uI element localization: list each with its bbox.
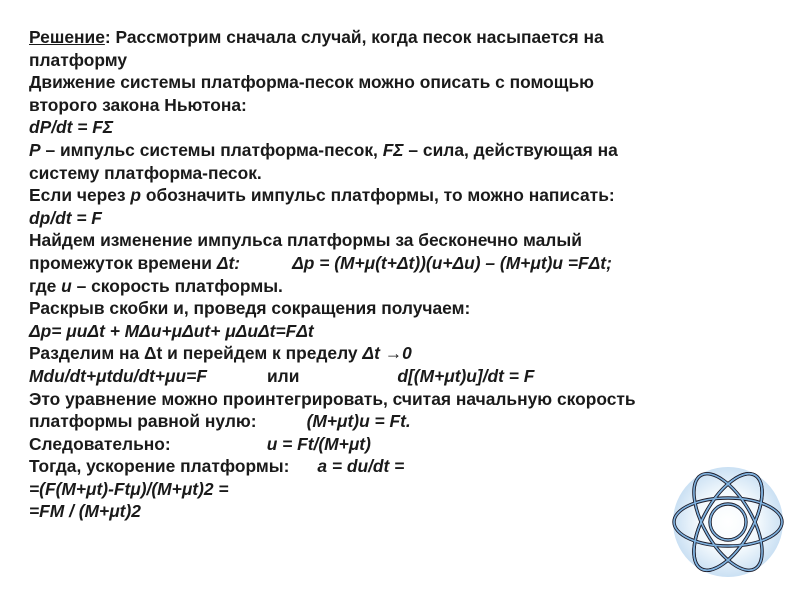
formula-newton-platform: dp/dt = F xyxy=(29,207,102,228)
line-16 xyxy=(29,365,729,388)
line-5 xyxy=(29,116,729,139)
line-12 xyxy=(29,275,729,298)
formula-acceleration: a = du/dt = xyxy=(317,456,405,477)
flower-of-life-logo xyxy=(668,458,788,586)
line-21 xyxy=(29,478,729,501)
line-11 xyxy=(29,252,729,275)
formula-velocity: u = Ft/(M+μt) xyxy=(266,433,371,454)
formula-differential-compact: d[(M+μt)u]/dt = F xyxy=(397,365,535,386)
symbol-u: u xyxy=(61,275,72,296)
line-7 xyxy=(29,162,729,185)
formula-newton-system: dP/dt = FΣ xyxy=(29,117,114,138)
formula-differential: Mdu/dt+μtdu/dt+μu=F xyxy=(29,365,207,386)
line-8-text-2: обозначить импульс платформы, то можно написать: xyxy=(141,185,615,206)
line-19-text: Следовательно: xyxy=(29,433,171,454)
line-13-text: Раскрыв скобки и, проведя сокращения получаем: xyxy=(29,298,471,319)
line-13 xyxy=(29,297,729,320)
line-2-text: платформу xyxy=(29,49,128,70)
line-6 xyxy=(29,139,729,162)
line-12-text-1: где xyxy=(29,275,62,296)
line-22 xyxy=(29,500,729,523)
line-8 xyxy=(29,184,729,207)
solution-heading: Решение xyxy=(29,27,105,47)
line-18-text: платформы равной нулю: xyxy=(29,411,257,432)
line-1 xyxy=(29,26,729,49)
line-1-text: : Рассмотрим сначала случай, когда песок насыпается на xyxy=(104,27,604,47)
formula-momentum-change: Δp = (M+μ(t+Δt))(u+Δu) – (M+μt)u =FΔt; xyxy=(292,252,612,273)
line-18 xyxy=(29,410,729,433)
formula-acceleration-result: =FM / (M+μt)2 xyxy=(29,501,141,522)
line-2 xyxy=(29,49,729,72)
formula-limit: Δt →0 xyxy=(362,343,412,364)
formula-integrated: (M+μt)u = Ft. xyxy=(306,411,411,432)
line-3-text: Движение системы платформа-песок можно описать с помощью xyxy=(29,72,595,93)
line-4 xyxy=(29,94,729,117)
line-15-text: Разделим на Δt и перейдем к пределу xyxy=(29,343,363,364)
line-10-text: Найдем изменение импульса платформы за бесконечно малый xyxy=(29,230,582,251)
solution-text xyxy=(29,26,729,523)
line-17 xyxy=(29,388,729,411)
line-9 xyxy=(29,207,729,230)
line-14 xyxy=(29,320,729,343)
line-6-text-2: – сила, действующая на xyxy=(403,139,618,160)
line-19 xyxy=(29,433,729,456)
symbol-P: P xyxy=(29,139,41,160)
line-8-text-1: Если через xyxy=(29,185,131,206)
formula-acceleration-step: =(F(M+μt)-Ftμ)/(M+μt)2 = xyxy=(29,478,229,499)
symbol-p: p xyxy=(130,185,142,206)
line-4-text: второго закона Ньютона: xyxy=(29,94,247,115)
line-15 xyxy=(29,342,729,365)
line-20-text: Тогда, ускорение платформы: xyxy=(29,456,290,477)
line-12-text-2: – скорость платформы. xyxy=(71,275,283,296)
symbol-delta-t: Δt: xyxy=(216,252,241,273)
word-or: или xyxy=(266,365,300,386)
line-20 xyxy=(29,455,729,478)
line-6-text-1: – импульс системы платформа-песок, xyxy=(40,139,383,160)
line-17-text: Это уравнение можно проинтегрировать, считая начальную скорость xyxy=(29,388,636,409)
formula-expanded: Δp= μuΔt + MΔu+μΔut+ μΔuΔt=FΔt xyxy=(29,320,314,341)
line-10 xyxy=(29,229,729,252)
symbol-F-sigma: FΣ xyxy=(382,139,404,160)
line-11-text: промежуток времени xyxy=(29,252,217,273)
line-3 xyxy=(29,71,729,94)
line-7-text: систему платформа-песок. xyxy=(29,162,262,183)
